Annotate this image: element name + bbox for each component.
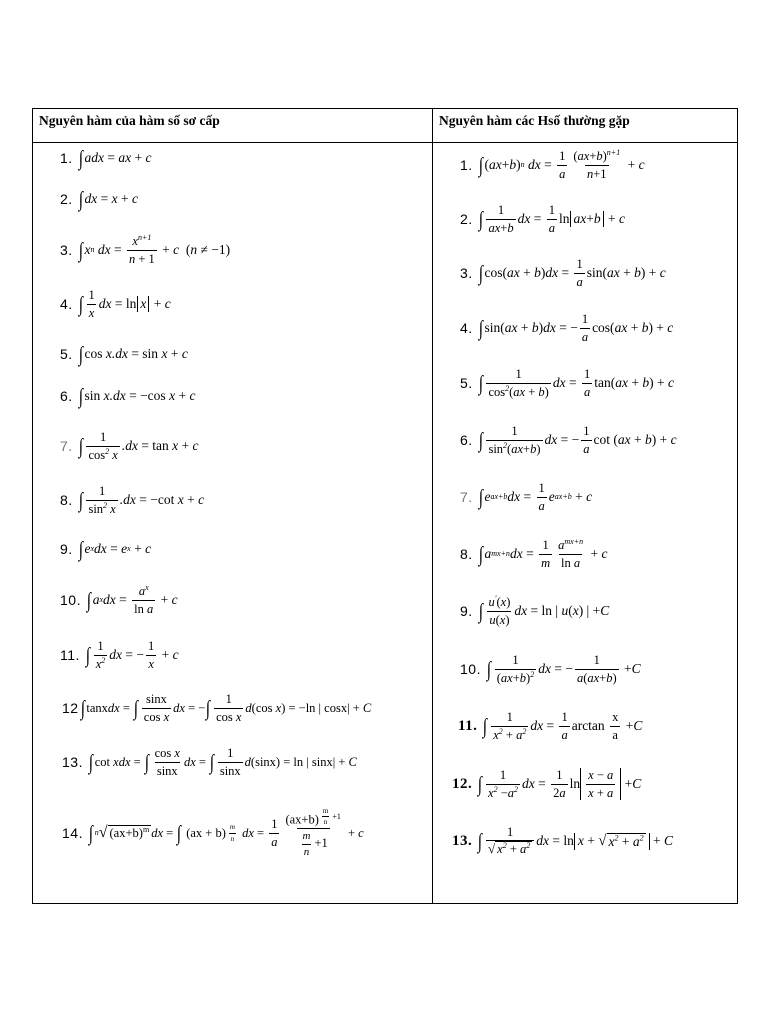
- left-item-7: 7. ∫ $\frac{1}{\cos^2 x}$ .dx = tan x + c: [60, 430, 199, 462]
- right-item-5: 5. ∫ $\frac{1}{\cos^2(ax + b)}$ dx = $\frac{1}{a}$ tan( ax + b ) + c: [460, 367, 674, 399]
- item-number: 14.: [62, 825, 83, 841]
- item-number: 3.: [60, 242, 73, 258]
- left-item-4: 4. ∫ $\frac{1}{x}$ dx = ln x + c: [60, 288, 171, 320]
- right-item-13: 13. ∫ $\frac{1}{√ x^2 + a^2}$ dx = ln x + √ $x^2 + a^2$ + C: [452, 824, 674, 857]
- item-number: 2.: [460, 211, 473, 227]
- left-item-2: 2. ∫ dx = x + c: [60, 186, 138, 211]
- right-item-3: 3. ∫ cos( ax + b ) dx = $\frac{1}{a}$ sin( ax + b ) + c: [460, 257, 666, 289]
- item-number: 1.: [460, 157, 473, 173]
- right-item-10: 10. ∫ $\frac{1}{(ax+b)^2}$ dx = − $\frac{1}{a(ax+b)}$ + C: [460, 653, 641, 685]
- item-number: 7.: [460, 489, 473, 505]
- left-item-3: 3. ∫ x n dx = $\frac{x^{n+1}}{n + 1}$ + c ( n ≠ −1): [60, 232, 231, 266]
- right-item-8: 8. ∫ a mx+n dx = $\frac{1}{m}$ $\frac{a^{mx+n}}{\text{ln a}}$ + c: [460, 536, 608, 570]
- item-number: 13.: [62, 754, 83, 770]
- left-item-1: 1. ∫ adx = ax + c: [60, 145, 152, 170]
- item-number: 1.: [60, 150, 73, 166]
- header-right: Nguyên hàm các Hsố thường gặp: [439, 113, 630, 128]
- left-item-10: 10. ∫ a x dx = $\frac{a^x}{\text{ln a}}$ + c: [60, 582, 178, 616]
- header-left: Nguyên hàm của hàm số sơ cấp: [39, 113, 220, 128]
- left-item-11: 11. ∫ $\frac{1}{x^2}$ dx = − $\frac{1}{x}$ + c: [60, 639, 179, 671]
- left-item-6: 6. ∫ sin x.dx = −cos x + c: [60, 383, 196, 408]
- item-number: 6.: [460, 432, 473, 448]
- item-number: 10.: [460, 661, 481, 677]
- item-number: 13.: [452, 832, 473, 849]
- item-number: 8.: [460, 546, 473, 562]
- column-divider: [432, 109, 433, 903]
- right-item-1: 1. ∫ ( ax + b ) n dx = $\frac{1}{a}$ $\frac{(ax+b)^{n+1}}{n+1}$ + c: [460, 147, 645, 181]
- item-number: 4.: [460, 320, 473, 336]
- item-number: 11.: [458, 717, 478, 734]
- item-number: 9.: [460, 603, 473, 619]
- item-number: 9.: [60, 541, 73, 557]
- right-item-6: 6. ∫ $\frac{1}{\sin^2(ax+b)}$ dx = − $\frac{1}{a}$ cot ( ax + b ) + c: [460, 424, 677, 456]
- right-item-4: 4. ∫ sin( ax + b ) dx = − $\frac{1}{a}$ cos( ax + b ) + c: [460, 312, 674, 344]
- item-number: 2.: [60, 191, 73, 207]
- left-item-5: 5. ∫ cos x.dx = sin x + c: [60, 341, 188, 366]
- item-number: 12: [62, 700, 79, 716]
- right-item-7: 7. ∫ e ax+b dx = $\frac{1}{a}$ e ax+b + c: [460, 481, 593, 513]
- item-number: 12.: [452, 775, 473, 792]
- item-number: 4.: [60, 296, 73, 312]
- left-item-13: 13. ∫ cot xdx = ∫ $\frac{\text{cos x}}{\sin x}$ dx = ∫ $\frac{1}{\sin x}$ d (sinx) = ln | sinx| + C: [62, 746, 357, 778]
- left-item-8: 8. ∫ $\frac{1}{\sin^2 x}$ .dx = −cot x + c: [60, 484, 205, 516]
- item-number: 5.: [60, 346, 73, 362]
- item-number: 11.: [60, 647, 80, 663]
- left-item-12: 12 ∫ tanx dx = ∫ $\frac{\sin x}{\text{cos x}}$ dx = − ∫ $\frac{1}{\text{cos x}}$ d (cos x ) = −ln | cosx| + C: [62, 692, 372, 724]
- item-number: 6.: [60, 388, 73, 404]
- right-item-2: 2. ∫ $\frac{1}{ax+b}$ dx = $\frac{1}{a}$ ln ax+b + c: [460, 203, 625, 235]
- left-item-14: 14. ∫ n √ $(ax+b)^m$ dx = ∫ (ax + b) $\frac{m}{n}$ dx = $\frac{1}{a}$ (ax+b) $^{\frac{m}{n} +1}$ $\frac{m}{n}$ +1 + c: [62, 807, 364, 858]
- item-number: 7.: [60, 438, 73, 454]
- right-item-9: 9. ∫ $\frac{u'(x)}{u(x)}$ dx = ln | u ( x ) | + C: [460, 593, 610, 627]
- item-number: 10.: [60, 592, 81, 608]
- right-item-11: 11. ∫ $\frac{1}{x^2 + a^2}$ dx = $\frac{1}{a}$ arctan $\frac{x}{a}$ + C: [458, 710, 643, 742]
- item-number: 8.: [60, 492, 73, 508]
- right-item-12: 12. ∫ $\frac{1}{x^2 -a^2}$ dx = $\frac{1}{2a}$ ln $\frac{x - a}{x + a}$ + C: [452, 768, 642, 800]
- left-item-9: 9. ∫ e x dx = e x + c: [60, 536, 152, 561]
- item-number: 5.: [460, 375, 473, 391]
- item-number: 3.: [460, 265, 473, 281]
